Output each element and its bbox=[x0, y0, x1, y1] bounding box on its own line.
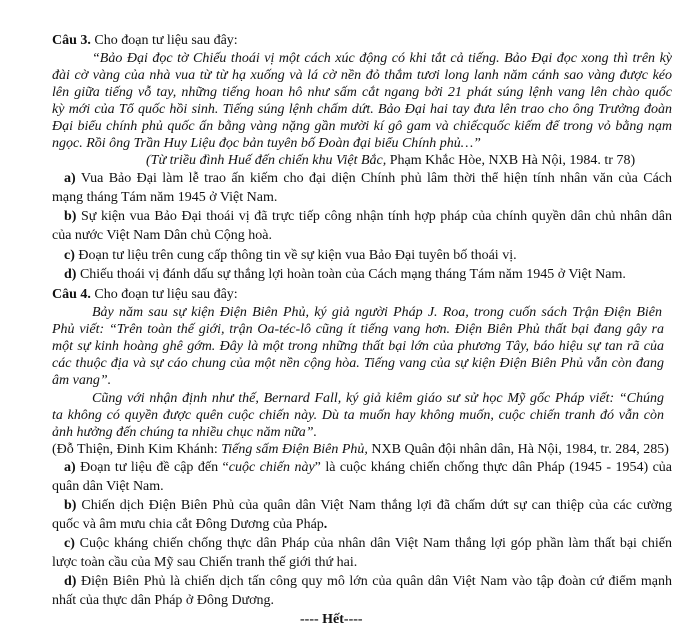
q3-quote-line-3: lên giữa tiếng vỗ tay, những tiếng hoan hô như sấm cắt ngang bởi 21 phát súng lệnh vang lên chào quốc bbox=[52, 85, 672, 100]
q4-quote1-line-2: Phủ viết: “Trên toàn thế giới, trận Oa-téc-lô cũng ít tiếng vang hơn. Điện Biên Phủ thất bại đang gây ra bbox=[52, 322, 664, 337]
question-3-heading bbox=[52, 32, 690, 49]
q4-option-a bbox=[64, 459, 672, 476]
q4-option-a-label: a) bbox=[64, 460, 76, 475]
q4-option-c bbox=[64, 535, 672, 552]
q4-option-d bbox=[64, 573, 672, 590]
q4-option-d-line-2: nhất của thực dân Pháp ở Đông Dương. bbox=[52, 593, 275, 608]
q3-option-d-text: Chiếu thoái vị đánh dấu sự thắng lợi hoàn toàn của Cách mạng tháng Tám năm 1945 ở Việt Nam. bbox=[79, 267, 626, 282]
q3-option-b-text: Sự kiện vua Bảo Đại thoái vị đã trực tiếp công nhận tính hợp pháp của chính quyền dân chủ nhân dân bbox=[81, 209, 673, 224]
q4-option-a-pre: Đoạn tư liệu đề cập đến “ bbox=[80, 460, 229, 475]
q3-option-b-label: b) bbox=[64, 209, 77, 224]
question-4-intro: Cho đoạn tư liệu sau đây: bbox=[94, 287, 238, 302]
q3-option-b bbox=[64, 208, 672, 225]
q4-source-authors: (Đỗ Thiện, Đinh Kim Khánh: bbox=[52, 442, 218, 457]
q3-option-a-text: Vua Bảo Đại làm lễ trao ấn kiếm cho đại diện Chính phủ lâm thời thể hiện tính nhân văn của Cách bbox=[80, 171, 673, 186]
question-3-intro: Cho đoạn tư liệu sau đây: bbox=[94, 33, 238, 48]
q4-quote1-line-1: Bảy năm sau sự kiện Điện Biên Phủ, ký giả người Pháp J. Roa, trong cuốn sách Trận Điện Biên bbox=[92, 305, 662, 320]
q3-option-c bbox=[64, 247, 690, 264]
q4-option-b-end: . bbox=[323, 517, 328, 532]
question-4-heading bbox=[52, 286, 690, 303]
q4-option-d-label: d) bbox=[64, 574, 77, 589]
q4-quote2-line-1: Cũng với nhận định như thế, Bernard Fall, ký giả kiêm giáo sư sử học Mỹ gốc Pháp viết: “Chúng bbox=[92, 391, 664, 406]
q4-option-c-line-2: lược toàn cầu của Mỹ sau Chiến tranh thế giới thứ hai. bbox=[52, 555, 358, 570]
q4-quote1-line-3: một sự kinh hoàng ghê gớm. Đây là một trong những thất bại lớn của phương Tây, báo hiệu sự tan rã của bbox=[52, 339, 664, 354]
end-marker: ---- Hết---- bbox=[300, 612, 363, 627]
q4-option-b-text: Chiến dịch Điện Biên Phủ của quân dân Việt Nam thắng lợi đã chấm dứt sự can thiệp của các cường bbox=[81, 498, 673, 513]
q3-quote-line-4: kỳ mới của Tổ quốc hồi sinh. Tiếng súng lệnh chấm dứt. Bảo Đại hai tay đưa lên trao cho ông Trưởng đoàn bbox=[52, 102, 672, 117]
q4-quote2-line-2: ta không có quyền được quên cuộc chiến này. Dù ta muốn hay không muốn, cuộc chiến tranh đó vẫn còn bbox=[52, 408, 664, 423]
q4-quote1-line-5: âm vang”. bbox=[52, 373, 112, 388]
q4-option-a-quoted: cuộc chiến này bbox=[228, 460, 315, 475]
q4-option-b-label: b) bbox=[64, 498, 77, 513]
q3-option-a-label: a) bbox=[64, 171, 76, 186]
q3-option-c-label: c) bbox=[64, 248, 75, 263]
q3-option-c-text: Đoạn tư liệu trên cung cấp thông tin về sự kiện vua Bảo Đại tuyên bố thoái vị. bbox=[78, 248, 517, 263]
q3-source-rest: Phạm Khắc Hòe, NXB Hà Nội, 1984. tr 78) bbox=[386, 153, 636, 168]
question-4-label: Câu 4. bbox=[52, 287, 91, 302]
q3-option-b-line-2: của nước Việt Nam Dân chủ Cộng hoà. bbox=[52, 228, 272, 243]
q4-source bbox=[52, 441, 690, 458]
q4-source-title: Tiếng sấm Điện Biên Phủ, bbox=[217, 442, 368, 457]
q3-quote-line-1: “Bảo Đại đọc tờ Chiếu thoái vị một cách xúc động có khi tắt cả tiếng. Bảo Đại đọc xong thì trên kỳ bbox=[92, 51, 672, 66]
q3-source bbox=[146, 152, 690, 169]
q4-option-d-text: Điện Biên Phủ là chiến dịch tấn công quy mô lớn của quân dân Việt Nam vào tập đoàn cứ điểm mạnh bbox=[80, 574, 672, 589]
q4-option-b-line-2 bbox=[52, 516, 690, 533]
q3-option-d-label: d) bbox=[64, 267, 77, 282]
q3-option-d bbox=[64, 266, 690, 283]
q3-option-a bbox=[64, 170, 672, 187]
q3-quote-line-5: Đại biểu chính phủ quốc ấn bằng vàng nặng gần mười kí gô gam và chiếcquốc kiếm để trong vỏ bằng nạm bbox=[52, 119, 672, 134]
q4-option-b bbox=[64, 497, 672, 514]
q3-quote-line-2: đài cờ vàng của nhà vua từ từ hạ xuống và lá cờ nền đỏ thắm tươi long lanh năm cánh sao vàng được kéo bbox=[52, 68, 672, 83]
q3-quote-line-6: ngọc. Rồi ông Trần Huy Liệu đọc bản tuyên bố Đoàn đại biểu Chính phủ…” bbox=[52, 136, 481, 151]
q4-source-rest: NXB Quân đội nhân dân, Hà Nội, 1984, tr. 284, 285) bbox=[367, 442, 669, 457]
q4-option-a-line-2: quân dân Việt Nam. bbox=[52, 479, 164, 494]
q4-quote1-line-4: các thuộc địa và sự cáo chung của một nền cộng hòa. Tiếng vang của sự kiện Điện Biên Phủ vẫn còn đang bbox=[52, 356, 664, 371]
q3-option-a-line-2: mạng tháng Tám năm 1945 ở Việt Nam. bbox=[52, 190, 278, 205]
q4-option-c-text: Cuộc kháng chiến chống thực dân Pháp của nhân dân Việt Nam thắng lợi góp phần làm thất bại chiến bbox=[79, 536, 672, 551]
q4-option-a-post: ” là cuộc kháng chiến chống thực dân Pháp (1945 - 1954) của bbox=[314, 460, 673, 475]
q4-quote2-line-3: ảnh hưởng đến chúng ta nhiều chục năm nữa”. bbox=[52, 425, 317, 440]
q4-option-b-line-2-text: quốc và âm mưu chia cắt Đông Dương của Pháp bbox=[52, 517, 324, 532]
q3-source-title: (Từ triều đình Huế đến chiến khu Việt Bắc, bbox=[146, 153, 387, 168]
q4-option-c-label: c) bbox=[64, 536, 75, 551]
question-3-label: Câu 3. bbox=[52, 33, 91, 48]
